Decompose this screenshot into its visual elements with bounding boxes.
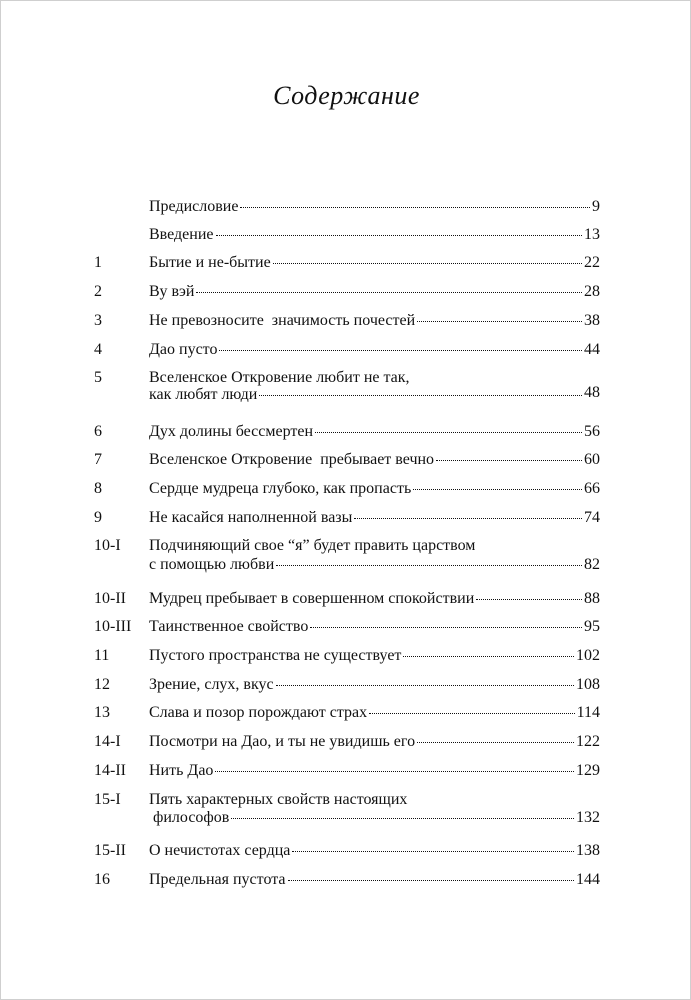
toc-entry-number: 9 xyxy=(94,509,102,526)
toc-entry-page: 114 xyxy=(576,704,600,721)
toc-entry-page: 108 xyxy=(576,676,600,693)
leader-dots xyxy=(315,431,582,433)
toc-entry-number: 5 xyxy=(94,369,102,386)
toc-entry-page: 74 xyxy=(584,509,600,526)
toc-entry-line xyxy=(149,340,600,360)
toc-entry-page: 56 xyxy=(584,423,600,440)
toc-entry-page: 95 xyxy=(584,618,600,635)
leader-dots xyxy=(216,234,583,236)
toc-entry-title-line1: Вселенское Откровение любит не так, xyxy=(149,369,410,386)
leader-dots xyxy=(354,517,582,519)
leader-dots xyxy=(240,206,590,208)
toc-entry-number: 16 xyxy=(94,871,110,888)
toc-entry-line xyxy=(149,479,600,499)
toc-entry-number: 14-II xyxy=(94,762,126,779)
toc-entry-number: 2 xyxy=(94,283,102,300)
toc-entry-title: с помощью любви xyxy=(149,556,275,573)
toc-entry-title-line1: Пять характерных свойств настоящих xyxy=(149,791,408,808)
toc-entry-title: Предельная пустота xyxy=(149,871,286,888)
leader-dots xyxy=(369,712,574,714)
toc-entry-line xyxy=(149,450,600,470)
toc-entry-line xyxy=(149,761,600,781)
toc-entry-page: 122 xyxy=(576,733,600,750)
toc-entry-page: 129 xyxy=(576,762,600,779)
toc-entry-number: 1 xyxy=(94,254,102,271)
toc-entry-title: Бытие и не-бытие xyxy=(149,254,271,271)
toc-entry-page: 13 xyxy=(584,226,600,243)
toc-entry-title: Слава и позор порождают страх xyxy=(149,704,368,721)
leader-dots xyxy=(417,320,582,322)
toc-entry-title: Введение xyxy=(149,226,214,243)
toc-entry-page: 38 xyxy=(584,312,600,329)
page-title: Содержание xyxy=(273,81,420,110)
leader-dots xyxy=(403,655,574,657)
toc-entry-line xyxy=(149,808,600,828)
toc-entry-title: Дао пусто xyxy=(149,341,218,358)
toc-entry-line xyxy=(149,870,600,890)
toc-entry-page: 132 xyxy=(576,809,600,826)
toc-entry-page: 144 xyxy=(576,871,600,888)
toc-entry-page: 138 xyxy=(576,842,600,859)
toc-entry-number: 4 xyxy=(94,341,102,358)
toc-entry-line xyxy=(149,703,600,723)
leader-dots xyxy=(476,598,582,600)
toc-entry-number: 7 xyxy=(94,451,102,468)
leader-dots xyxy=(276,684,574,686)
toc-entry-title: Мудрец пребывает в совершенном спокойствии xyxy=(149,590,475,607)
leader-dots xyxy=(288,879,574,881)
toc-entry-line xyxy=(149,589,600,609)
toc-entry-title: Посмотри на Дао, и ты не увидишь его xyxy=(149,733,416,750)
toc-entry-line xyxy=(149,508,600,528)
toc-entry-page: 22 xyxy=(584,254,600,271)
toc-entry-page: 60 xyxy=(584,451,600,468)
toc-entry-title: Таинственное свойство xyxy=(149,618,309,635)
toc-entry-title: Предисловие xyxy=(149,198,239,215)
toc-entry-line xyxy=(149,422,600,442)
toc-entry-line xyxy=(149,555,600,575)
toc-entry-number: 10-II xyxy=(94,590,126,607)
toc-entry-title: Дух долины бессмертен xyxy=(149,423,314,440)
toc-entry-title: Ву вэй xyxy=(149,283,195,300)
toc-entry-number: 14-I xyxy=(94,733,121,750)
toc-entry-page: 48 xyxy=(584,384,600,401)
toc-entry-line xyxy=(149,617,600,637)
toc-entry-number: 10-III xyxy=(94,618,132,635)
toc-entry-title: Зрение, слух, вкус xyxy=(149,676,274,693)
toc-entry-page: 102 xyxy=(576,647,600,664)
toc-entry-title: как любят люди xyxy=(149,386,258,403)
toc-entry-line xyxy=(149,225,600,245)
toc-entry-page: 82 xyxy=(584,556,600,573)
toc-entry-title: Не касайся наполненной вазы xyxy=(149,509,353,526)
toc-entry-page: 9 xyxy=(592,198,600,215)
toc-entry-number: 15-I xyxy=(94,791,121,808)
toc-entry-title-line1: Подчиняющий свое “я” будет править царством xyxy=(149,537,476,554)
leader-dots xyxy=(310,626,582,628)
toc-entry-number: 6 xyxy=(94,423,102,440)
leader-dots xyxy=(219,349,582,351)
toc-entry-title: Нить Дао xyxy=(149,762,214,779)
toc-entry-title: философов xyxy=(149,809,230,826)
leader-dots xyxy=(436,459,582,461)
toc-entry-page: 44 xyxy=(584,341,600,358)
toc-entry-line xyxy=(149,841,600,861)
toc-entry-page: 88 xyxy=(584,590,600,607)
toc-entry-number: 15-II xyxy=(94,842,126,859)
leader-dots xyxy=(231,817,574,819)
toc-entry-line xyxy=(149,732,600,752)
leader-dots xyxy=(273,262,582,264)
leader-dots xyxy=(413,488,582,490)
toc-entry-line xyxy=(149,646,600,666)
leader-dots xyxy=(276,564,582,566)
toc-entry-title: Пустого пространства не существует xyxy=(149,647,402,664)
toc-entry-title: Вселенское Откровение пребывает вечно xyxy=(149,451,435,468)
toc-entry-title: О нечистотах сердца xyxy=(149,842,291,859)
toc-entry-number: 11 xyxy=(94,647,110,664)
toc-entry-number: 3 xyxy=(94,312,102,329)
toc-entry-line xyxy=(149,311,600,331)
leader-dots xyxy=(292,850,574,852)
leader-dots xyxy=(259,394,582,396)
leader-dots xyxy=(215,770,574,772)
leader-dots xyxy=(417,741,574,743)
toc-entry-number: 13 xyxy=(94,704,110,721)
toc-entry-line xyxy=(149,675,600,695)
leader-dots xyxy=(196,291,582,293)
toc-entry-line xyxy=(149,253,600,273)
toc-entry-title: Не превозносите значимость почестей xyxy=(149,312,416,329)
toc-entry-line xyxy=(149,197,600,217)
toc-entry-page: 66 xyxy=(584,480,600,497)
toc-entry-line xyxy=(149,385,600,405)
toc-entry-title: Сердце мудреца глубоко, как пропасть xyxy=(149,480,412,497)
toc-entry-number: 10-I xyxy=(94,537,121,554)
toc-entry-number: 8 xyxy=(94,480,102,497)
toc-entry-page: 28 xyxy=(584,283,600,300)
toc-entry-line xyxy=(149,282,600,302)
toc-entry-number: 12 xyxy=(94,676,110,693)
